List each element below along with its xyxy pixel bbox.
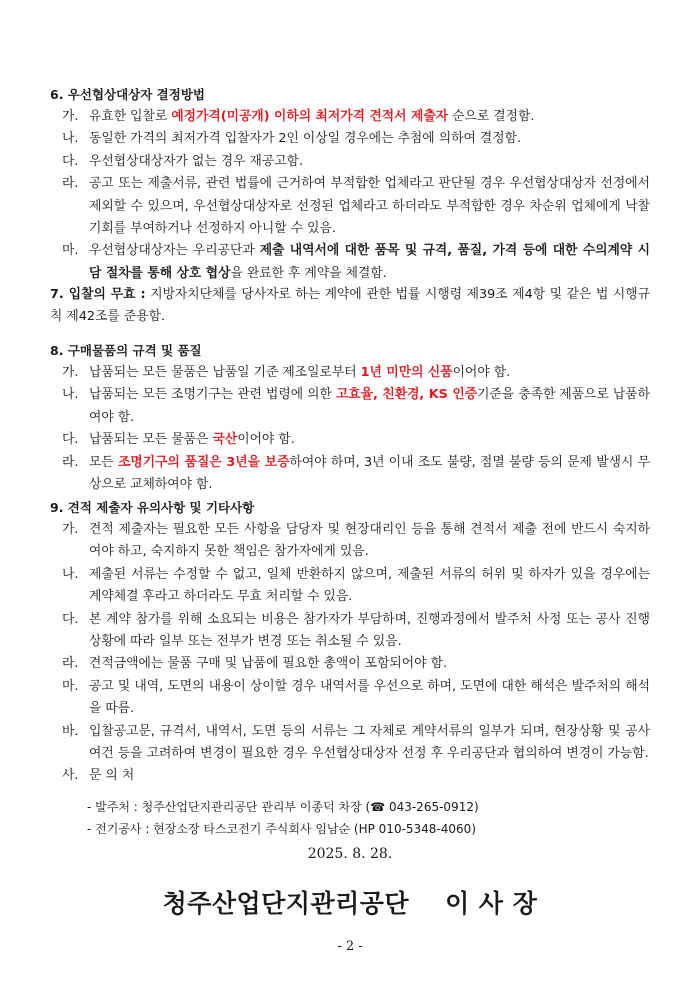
signer-block [0,884,700,920]
section-9 [50,497,650,788]
text-run: 순으로 결정함. [448,109,535,124]
item-marker: 사. [62,768,79,784]
section-6-item [62,128,650,150]
text-run: 우선협상대상자는 우리공단과 [89,243,260,259]
item-marker: 나. [62,566,79,582]
item-marker: 나. [62,387,79,403]
text-run: 유효한 입찰로 [89,109,172,124]
section-6-item [62,173,650,240]
item-text [89,452,650,497]
item-text: 본 계약 참가를 위해 소요되는 비용은 참가자가 부담하며, 진행과정에서 발주처 사정 또는 공사 진행상황에 따라 일부 또는 전부가 변경 또는 취소될 수 있음. [89,611,650,650]
item-text: 공고 또는 제출서류, 관련 법률에 근거하여 부적합한 업체라고 판단될 경우 우선협상대상자 선정에서 제외할 수 있으며, 우선협상대상자로 선정된 업체라고 하더라도 부적합한 경우 차순위 업체에게 낙찰기회를 부여하거나 선정하지 아니할 수 있음. [89,176,650,237]
section-7-content: 지방자치단체를 당사자로 하는 계약에 관한 법률 시행령 제39조 제4항 및 같은 법 시행규칙 제42조를 준용함. [50,287,650,325]
text-run: 을 완료한 후 계약을 체결함. [230,265,387,281]
page-number: - 2 - [337,939,363,954]
text-run: 하여야 하며, 3년 이내 조도 불량, 점멸 불량 등의 문제 발생시 무상으로 교체하여야 함. [89,454,650,493]
text-run: 납품되는 모든 조명기구는 관련 법령에 의한 [89,387,336,403]
text-run: 모든 [89,454,119,470]
item-marker: 다. [62,611,79,627]
item-text: 제출된 서류는 수정할 수 없고, 일체 반환하지 않으며, 제출된 서류의 허위 및 하자가 있을 경우에는 계약체결 후라고 하더라도 무효 처리할 수 있음. [89,566,650,605]
section-6-item [62,151,650,173]
highlight-text: 예정가격(미공개) 이하의 최저가격 견적서 제출자 [171,109,449,124]
section-9-item [62,765,650,787]
item-marker: 다. [62,153,79,169]
section-6-item [62,240,650,285]
section-7 [50,284,650,329]
item-text: 동일한 가격의 최저가격 입찰자가 2인 이상일 경우에는 추첨에 의하여 결정함. [89,131,522,147]
section-9-item [62,721,650,766]
highlight-text: 1년 미만의 신품 [360,365,453,380]
section-8-item [62,452,650,497]
section-9-item [62,676,650,721]
section-7-text [50,284,650,329]
section-6-title: 6. 우선협상대상자 결정방법 [50,87,205,102]
item-marker: 가. [62,522,79,537]
section-8-item [62,429,650,451]
item-text: 입찰공고문, 규격서, 내역서, 도면 등의 서류는 그 자체로 계약서류의 일부가 되며, 현장상황 및 공사여건 등을 고려하여 변경이 필요한 경우 우선협상대상자 선정 후 우리공단과 협의하여 변경이 가능함. [89,723,650,762]
highlight-text: 조명기구의 품질은 3년을 보증 [118,454,290,470]
section-9-item [62,564,650,609]
item-marker: 가. [62,365,79,380]
item-marker: 가. [62,109,79,124]
item-text [89,240,650,285]
signer-organization: 청주산업단지관리공단 [162,889,410,918]
text-run: 이어야 함. [452,365,511,380]
section-8-item [62,362,650,384]
bold-text: 제출 내역서에 대한 품목 및 규격, 품질, 가격 등에 대한 수의계약 시담 절차를 통해 상호 협상 [89,243,650,281]
section-7-body [50,284,650,329]
section-7-title: 7. 입찰의 무효 : [50,287,146,302]
section-8-title: 8. 구매물품의 규격 및 품질 [50,343,202,358]
text-run: 이어야 함. [237,432,295,448]
section-9-item [62,653,650,675]
section-8-item [62,384,650,429]
item-marker: 바. [62,723,79,739]
highlight-text: 국산 [212,432,238,448]
item-text: 공고 및 내역, 도면의 내용이 상이할 경우 내역서를 우선으로 하며, 도면에 대한 해석은 발주처의 해석을 따름. [89,678,650,717]
item-marker: 마. [62,243,79,259]
item-text: 문 의 처 [89,768,135,784]
item-text: 견적 제출자는 필요한 모든 사항을 담당자 및 현장대리인 등을 통해 견적서 제출 전에 반드시 숙지하여야 하고, 숙지하지 못한 책임은 참가자에게 있음. [89,522,650,560]
item-marker: 다. [62,432,79,448]
item-marker: 라. [62,656,79,672]
item-text [89,106,650,128]
item-text [89,429,650,451]
item-text [89,362,650,384]
contact-electrical: - 전기공사 : 현장소장 타스코전기 주식회사 임남순 (HP 010-5348-4060) [87,822,476,836]
item-text: 견적금액에는 물품 구매 및 납품에 필요한 총액이 포함되어야 함. [89,656,448,672]
section-6 [50,84,650,285]
item-marker: 라. [62,454,79,470]
section-9-item [62,519,650,564]
signer-title: 이 사 장 [445,889,538,918]
item-marker: 라. [62,176,79,192]
text-run: 기준을 충족한 제품으로 납품하여야 함. [89,387,650,425]
section-8 [50,340,650,496]
item-text [89,384,650,429]
section-9-title: 9. 견적 제출자 유의사항 및 기타사항 [50,500,255,515]
item-marker: 나. [62,131,79,147]
highlight-text: 고효율, 친환경, KS 인증 [335,387,478,403]
text-run: 납품되는 모든 물품은 납품일 기준 제조일로부터 [89,365,361,380]
item-text: 우선협상대상자가 없는 경우 재공고함. [89,153,304,169]
section-9-item [62,609,650,654]
item-marker: 마. [62,678,79,694]
section-6-item [62,106,650,128]
contact-orderer: - 발주처 : 청주산업단지관리공단 관리부 이종덕 차장 (☎ 043-265-0912) [87,800,479,814]
text-run: 납품되는 모든 물품은 [89,432,213,448]
document-date: 2025. 8. 28. [307,846,393,862]
